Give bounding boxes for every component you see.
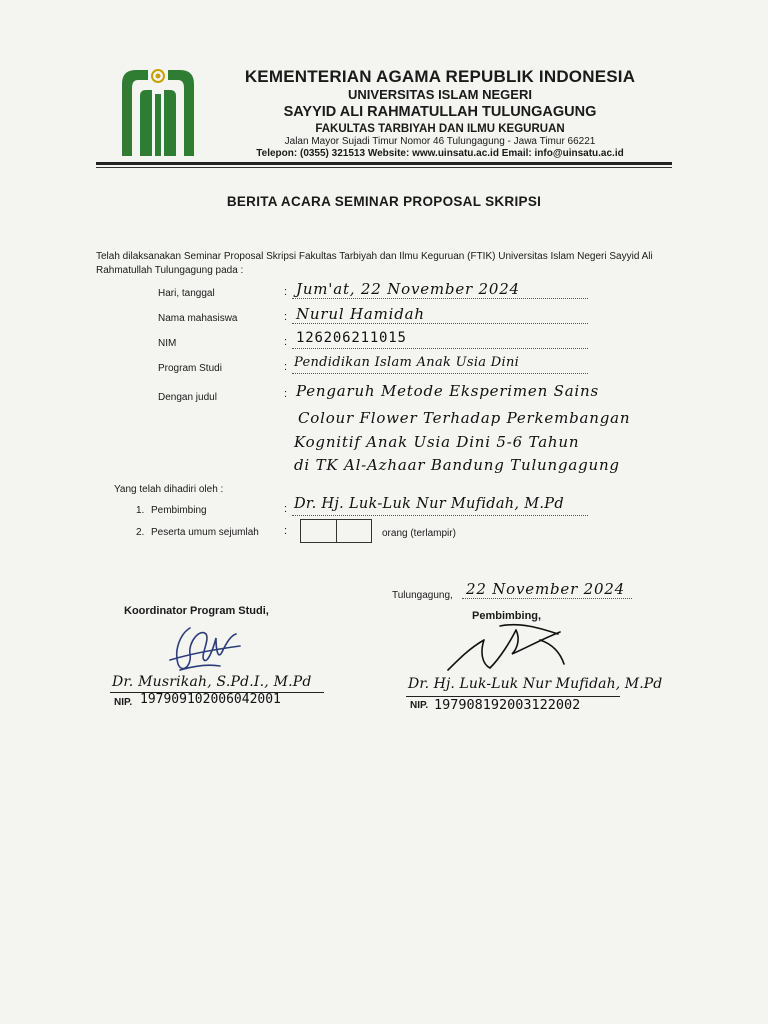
colon: : [284,525,288,537]
faculty-name: FAKULTAS TARBIYAH DAN ILMU KEGURUAN [315,123,565,135]
dotted-line [292,515,588,516]
university-line1: UNIVERSITAS ISLAM NEGERI [348,87,532,102]
letterhead-divider-thin [96,167,672,168]
supervisor-nip-label: NIP. [410,700,429,711]
contact: Telepon: (0355) 321513 Website: www.uinsatu.ac.id Email: info@uinsatu.ac.id [256,148,624,159]
dotted-line [292,298,588,299]
supervisor-name: Dr. Hj. Luk-Luk Nur Mufidah, M.Pd [408,676,663,692]
date-label: Hari, tanggal [158,288,215,299]
coordinator-nip: 197909102006042001 [140,692,281,707]
dotted-line [462,598,632,599]
coordinator-nip-label: NIP. [114,697,133,708]
ministry-name: KEMENTERIAN AGAMA REPUBLIK INDONESIA [244,67,636,86]
date-value: Jum'at, 22 November 2024 [296,280,520,298]
colon: : [284,286,288,298]
colon: : [284,503,288,515]
supervisor-role: Pembimbing, [472,610,542,622]
letterhead-divider [96,162,672,165]
sign-date: 22 November 2024 [466,580,625,598]
sign-place: Tulungagung, [392,590,453,601]
item-number: 2. [136,527,145,538]
university-line2: SAYYID ALI RAHMATULLAH TULUNGAGUNG [283,104,597,120]
colon: : [284,336,288,348]
document-title: BERITA ACARA SEMINAR PROPOSAL SKRIPSI [226,194,542,209]
colon: : [284,388,288,400]
thesis-title-line3: Kognitif Anak Usia Dini 5-6 Tahun [294,433,580,451]
colon: : [284,311,288,323]
coordinator-name: Dr. Musrikah, S.Pd.I., M.Pd [112,674,312,690]
program-label: Program Studi [158,363,222,374]
handwritten-signature [440,618,590,682]
intro-text: Telah dilaksanakan Seminar Proposal Skripsi Fakultas Tarbiyah dan Ilmu Keguruan (FTIK) Universitas Islam Negeri Sayyid Ali Rahmatullah Tulungagung pada : [96,251,653,276]
participants-label: Peserta umum sejumlah [151,527,259,538]
coordinator-role: Koordinator Program Studi, [124,605,269,617]
item-number: 1. [136,505,145,516]
participants-suffix: orang (terlampir) [382,528,456,539]
participant-count-box [300,519,372,543]
dotted-line [292,323,588,324]
thesis-title-label: Dengan judul [158,392,217,403]
thesis-title-line4: di TK Al-Azhaar Bandung Tulungagung [294,456,620,474]
program-value: Pendidikan Islam Anak Usia Dini [294,355,520,370]
nim-value: 126206211015 [296,330,407,346]
thesis-title-line2: Colour Flower Terhadap Perkembangan [298,409,631,427]
nim-label: NIM [158,338,177,349]
dotted-line [292,348,588,349]
thesis-title-line1: Pengaruh Metode Eksperimen Sains [296,382,599,400]
letterhead [200,66,680,160]
address: Jalan Mayor Sujadi Timur Nomor 46 Tulungagung - Jawa Timur 66221 [284,136,596,147]
supervisor-value: Dr. Hj. Luk-Luk Nur Mufidah, M.Pd [294,496,564,512]
handwritten-signature [150,620,250,680]
supervisor-label: Pembimbing [151,505,207,516]
attendance-heading: Yang telah dihadiri oleh : [114,484,224,495]
colon: : [284,361,288,373]
university-logo-icon [118,64,198,156]
student-name-value: Nurul Hamidah [296,305,425,323]
dotted-line [292,373,588,374]
supervisor-nip: 197908192003122002 [434,697,581,713]
student-name-label: Nama mahasiswa [158,313,238,324]
